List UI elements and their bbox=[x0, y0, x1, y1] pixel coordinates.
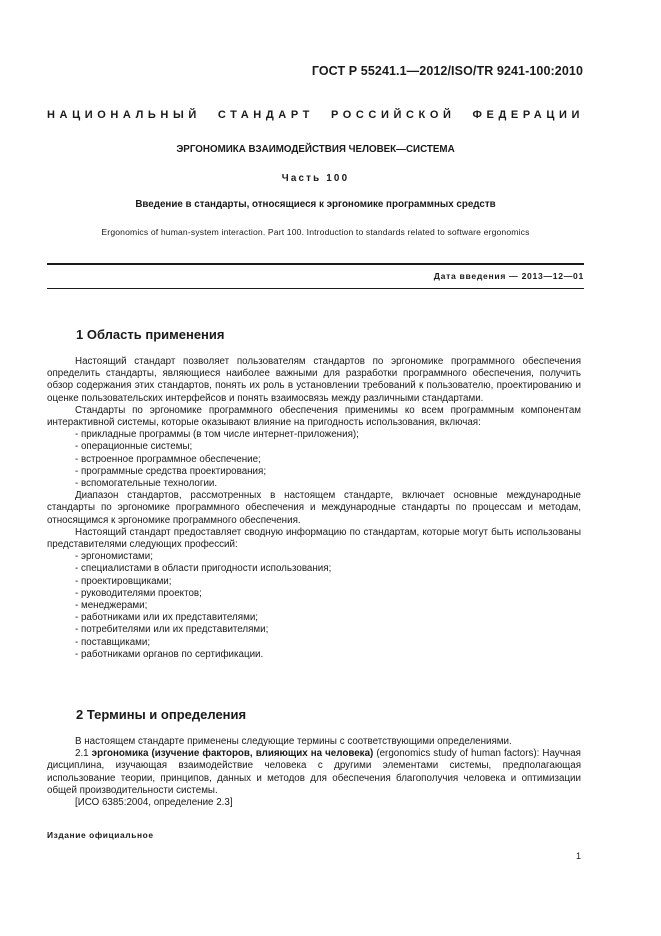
list-item: - программные средства проектирования; bbox=[75, 465, 267, 477]
banner-word: ФЕДЕРАЦИИ bbox=[472, 109, 584, 121]
divider-thick bbox=[47, 263, 584, 265]
document-title: Введение в стандарты, относящиеся к эргономике программных средств bbox=[135, 199, 496, 210]
list-item: - вспомогательные технологии. bbox=[75, 478, 218, 490]
term-name: эргономика (изучение факторов, влияющих на человека) bbox=[91, 748, 374, 760]
list-item: - эргономистами; bbox=[75, 551, 153, 563]
paragraph: Диапазон стандартов, рассмотренных в настоящем стандарте, включает основные международные стандарты по эргономике программного обеспечения и международные стандарты по процессам и методам, относящимся к эргономике программного обеспечения. bbox=[47, 490, 581, 526]
list-item: - потребителями или их представителями; bbox=[75, 624, 269, 636]
list-item: - работниками или их представителями; bbox=[75, 612, 259, 624]
section-heading-scope: 1 Область применения bbox=[76, 327, 225, 342]
list-item: - прикладные программы (в том числе интернет-приложения); bbox=[75, 429, 359, 441]
list-item: - работниками органов по сертификации. bbox=[75, 648, 264, 660]
section-heading-terms: 2 Термины и определения bbox=[76, 707, 247, 722]
english-title: Ergonomics of human-system interaction. Part 100. Introduction to standards related to software ergonomics bbox=[101, 227, 530, 237]
paragraph: Настоящий стандарт позволяет пользователям стандартов по эргономике программного обеспечения определить стандарты, являющиеся наиболее важными для разработки программного обеспечения, получить обзор содержания этих стандартов, понять их роль в установлении требований к пользователю, проектированию и оценке пользовательских интерфейсов и понять взаимосвязь между различными стандартами. bbox=[47, 356, 581, 404]
list-item: - операционные системы; bbox=[75, 441, 193, 453]
list-item: - менеджерами; bbox=[75, 600, 148, 612]
page-number: 1 bbox=[575, 851, 581, 861]
list-item: - встроенное программное обеспечение; bbox=[75, 453, 261, 465]
term-definition bbox=[47, 748, 581, 797]
section-scope-body bbox=[47, 356, 581, 661]
system-title: ЭРГОНОМИКА ВЗАИМОДЕЙСТВИЯ ЧЕЛОВЕК—СИСТЕМА bbox=[176, 144, 455, 155]
part-number: Часть 100 bbox=[281, 173, 350, 184]
paragraph: В настоящем стандарте применены следующие термины с соответствующими определениями. bbox=[75, 736, 512, 747]
list-item: - поставщиками; bbox=[75, 636, 151, 648]
paragraph: Настоящий стандарт предоставляет сводную информацию по стандартам, которые могут быть использованы представителями следующих профессий: bbox=[47, 526, 581, 551]
section-terms-body bbox=[47, 736, 581, 809]
divider-thin bbox=[47, 288, 584, 289]
banner-word: СТАНДАРТ bbox=[217, 109, 314, 121]
list-item: - руководителями проектов; bbox=[75, 587, 202, 599]
paragraph: Стандарты по эргономике программного обеспечения применимы ко всем программным компонентам интерактивной системы, которые оказывают влияние на пригодность использования, включая: bbox=[47, 404, 581, 429]
banner-word: РОССИЙСКОЙ bbox=[330, 109, 456, 121]
introduction-date: Дата введения — 2013—12—01 bbox=[433, 271, 584, 281]
list-item: - проектировщиками; bbox=[75, 575, 172, 587]
term-source: [ИСО 6385:2004, определение 2.3] bbox=[75, 797, 233, 809]
list-item: - специалистами в области пригодности использования; bbox=[75, 563, 332, 575]
document-id: ГОСТ Р 55241.1—2012/ISO/TR 9241-100:2010 bbox=[311, 64, 583, 78]
term-number: 2.1 bbox=[75, 748, 89, 760]
official-edition-label: Издание официальное bbox=[47, 830, 154, 840]
banner-word: НАЦИОНАЛЬНЫЙ bbox=[47, 109, 201, 121]
term-text: (ergonomics study of human factors): Научная дисциплина, изучающая взаимодействие человека с другими элементами системы, предполагающая использование теории, принципов, данных и методов для обеспечения благополучия человека и оптимизации общей производительности системы. bbox=[47, 748, 581, 796]
national-standard-banner bbox=[47, 109, 584, 121]
